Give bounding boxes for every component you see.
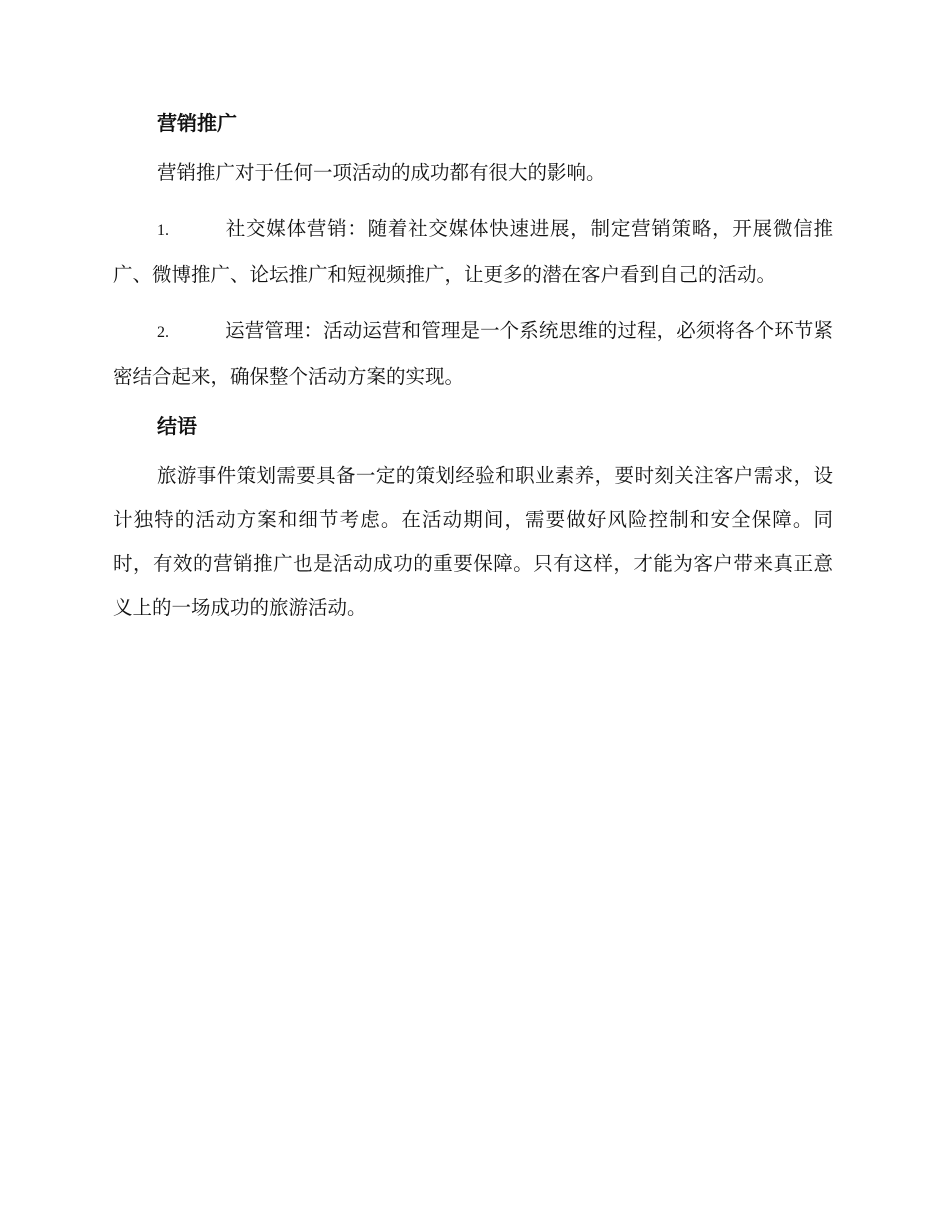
list-number: 2. bbox=[157, 324, 169, 341]
marketing-intro-paragraph: 营销推广对于任何一项活动的成功都有很大的影响。 bbox=[157, 161, 606, 184]
list-item bbox=[113, 309, 833, 399]
list-item-text: 社交媒体营销：随着社交媒体快速进展，制定营销策略，开展微信推广、微博推广、论坛推广和短视频推广，让更多的潜在客户看到自己的活动。 bbox=[113, 217, 833, 286]
conclusion-paragraph: 旅游事件策划需要具备一定的策划经验和职业素养，要时刻关注客户需求，设计独特的活动方案和细节考虑。在活动期间，需要做好风险控制和安全保障。同时，有效的营销推广也是活动成功的重要保障。只有这样，才能为客户带来真正意义上的一场成功的旅游活动。 bbox=[113, 464, 833, 619]
list-item-text: 运营管理：活动运营和管理是一个系统思维的过程，必须将各个环节紧密结合起来，确保整个活动方案的实现。 bbox=[113, 319, 833, 388]
list-item bbox=[113, 207, 833, 297]
list-number: 1. bbox=[157, 222, 169, 239]
section-heading-conclusion: 结语 bbox=[157, 414, 197, 438]
section-heading-marketing: 营销推广 bbox=[157, 111, 237, 135]
document-page bbox=[113, 108, 833, 642]
